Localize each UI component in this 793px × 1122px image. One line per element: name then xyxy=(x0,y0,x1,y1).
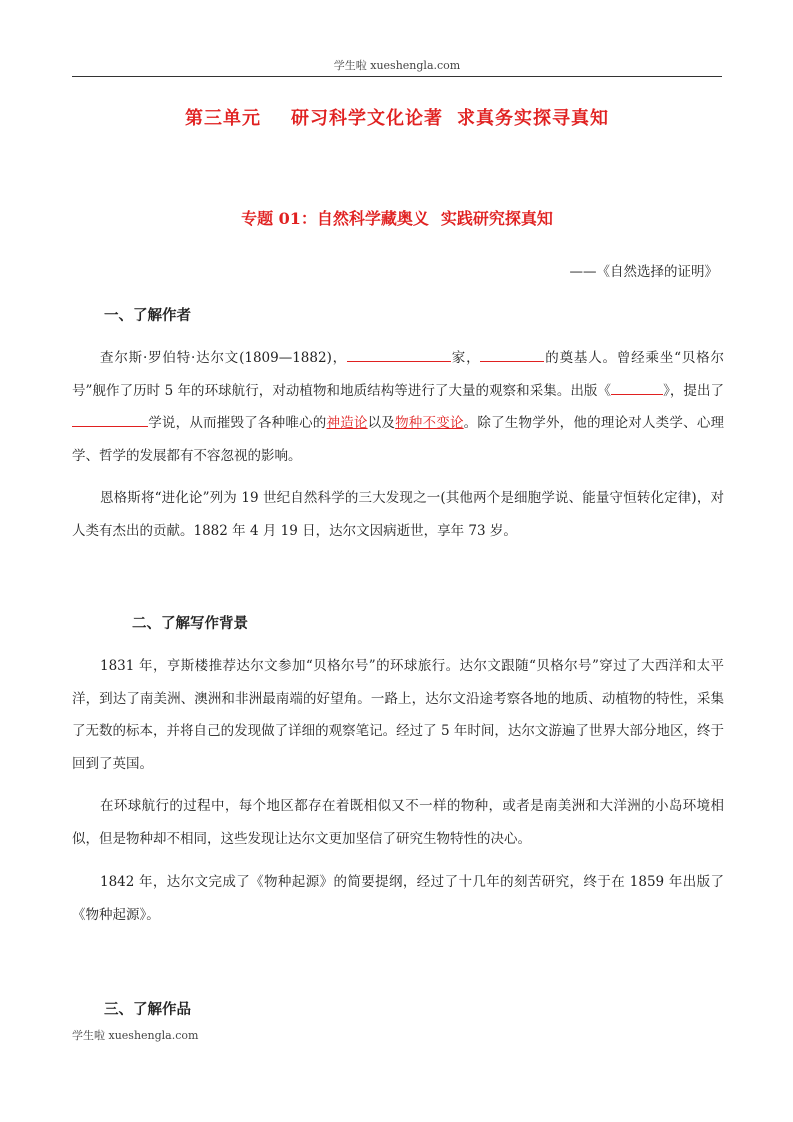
highlight-creationism: 神造论 xyxy=(326,415,368,431)
page-footer: 学生啦 xueshengla.com xyxy=(72,1029,199,1042)
fill-blank-2[interactable] xyxy=(480,345,544,362)
fill-blank-3[interactable] xyxy=(611,378,663,395)
page-header: 学生啦 xueshengla.com xyxy=(333,59,461,72)
unit-title xyxy=(72,104,722,130)
author-text-4: 》，提出了 xyxy=(663,382,725,399)
unit-title-motto: 求真务实探寻真知 xyxy=(457,108,609,129)
background-paragraph-1: 1831 年，亨斯楼推荐达尔文参加“贝格尔号”的环球旅行。达尔文跟随“贝格尔号”穿过了大西洋和太平洋，到达了南美洲、澳洲和非洲最南端的好望角。一路上，达尔文沿途考察各地的地质、动植物的特性，采集了无数的标本，并将自己的发现做了详细的观察笔记。经过了 5 年时间，达尔文游遍了世界大部分地区，终于回到了英国。 xyxy=(72,658,724,772)
author-paragraph-2: 恩格斯将“进化论”列为 19 世纪自然科学的三大发现之一(其他两个是细胞学说、能量守恒转化定律)，对人类有杰出的贡献。1882 年 4 月 19 日，达尔文因病逝世，享年 73 岁。 xyxy=(72,490,724,539)
author-text-7: 。除了生物学外，他的理论对人类学、心理学、哲学的发展都有不容忽视的影响。 xyxy=(72,415,725,464)
author-text-1: 查尔斯·罗伯特·达尔文(1809—1882)， xyxy=(100,350,347,366)
fill-blank-1[interactable] xyxy=(347,345,451,362)
topic-title xyxy=(72,206,722,229)
fill-blank-4[interactable] xyxy=(72,410,148,427)
author-text-5: 学说，从而摧毁了各种唯心的 xyxy=(148,415,327,431)
background-paragraph-3: 1842 年，达尔文完成了《物种起源》的简要提纲，经过了十几年的刻苦研究，终于在 1859 年出版了《物种起源》。 xyxy=(72,874,724,923)
section-heading-author: 一、了解作者 xyxy=(104,307,191,324)
topic-title-main: 专题 01：自然科学藏奥义 xyxy=(241,209,429,228)
section-heading-work: 三、了解作品 xyxy=(104,1001,191,1018)
author-text-6: 以及 xyxy=(367,415,396,431)
author-text-2: 家， xyxy=(450,350,481,366)
highlight-fixity-of-species: 物种不变论 xyxy=(395,415,464,431)
article-subtitle: ——《自然选择的证明》 xyxy=(569,264,718,280)
author-text-3: 的奠基人。曾经乘坐“贝格尔号”舰作了历时 5 年的环球航行，对动植物和地质结构等进行了大量的观察和采集。出版《 xyxy=(72,350,725,399)
author-paragraph-1 xyxy=(72,342,724,472)
section-heading-background: 二、了解写作背景 xyxy=(132,615,248,632)
header-divider xyxy=(72,76,722,77)
unit-title-number: 第三单元 xyxy=(185,108,261,129)
unit-title-theme: 研习科学文化论著 xyxy=(291,108,443,129)
background-paragraph-2: 在环球航行的过程中，每个地区都存在着既相似又不一样的物种，或者是南美洲和大洋洲的小岛环境相似，但是物种却不相同，这些发现让达尔文更加坚信了研究生物特性的决心。 xyxy=(72,798,724,847)
topic-title-sub: 实践研究探真知 xyxy=(440,209,553,228)
